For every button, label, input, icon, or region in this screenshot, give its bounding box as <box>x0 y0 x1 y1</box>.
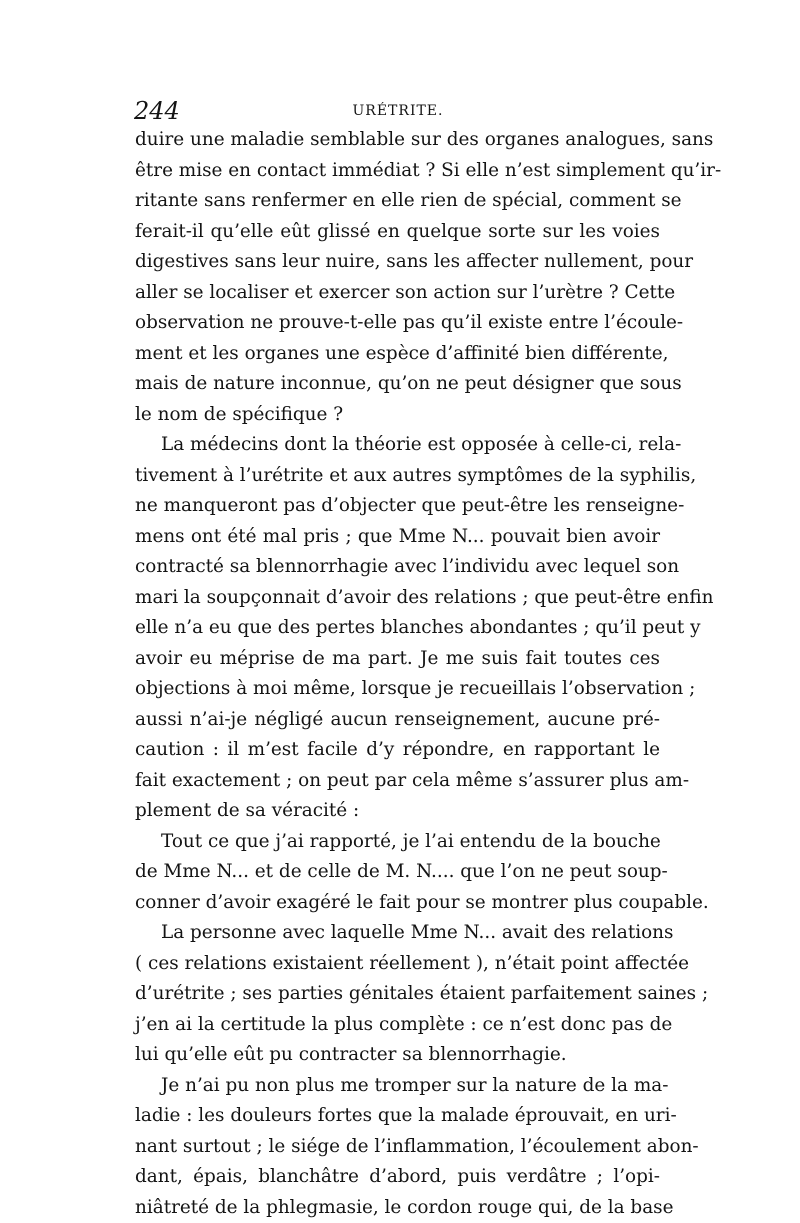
running-head <box>134 96 662 126</box>
text-line: duire une maladie semblable sur des organes analogues, sans <box>135 125 660 156</box>
text-line: digestives sans leur nuire, sans les affecter nullement, pour <box>135 247 660 278</box>
text-line: ment et les organes une espèce d’affinité bien différente, <box>135 339 660 370</box>
text-line: le nom de spécifique ? <box>135 400 660 431</box>
text-line: mens ont été mal pris ; que Mme N... pouvait bien avoir <box>135 522 660 553</box>
text-line: tivement à l’urétrite et aux autres symptômes de la syphilis, <box>135 461 660 492</box>
text-line: observation ne prouve-t-elle pas qu’il existe entre l’écoule- <box>135 308 660 339</box>
text-line: plement de sa véracité : <box>135 796 660 827</box>
text-line: mais de nature inconnue, qu’on ne peut désigner que sous <box>135 369 660 400</box>
text-line: Je n’ai pu non plus me tromper sur la nature de la ma- <box>135 1071 660 1102</box>
text-line: contracté sa blennorrhagie avec l’individu avec lequel son <box>135 552 660 583</box>
text-line: ferait-il qu’elle eût glissé en quelque sorte sur les voies <box>135 217 660 248</box>
text-line: fait exactement ; on peut par cela même s’assurer plus am- <box>135 766 660 797</box>
text-line: avoir eu méprise de ma part. Je me suis fait toutes ces <box>135 644 660 675</box>
text-line: ne manqueront pas d’objecter que peut-être les renseigne- <box>135 491 660 522</box>
text-line: La médecins dont la théorie est opposée à celle-ci, rela- <box>135 430 660 461</box>
text-line: conner d’avoir exagéré le fait pour se montrer plus coupable. <box>135 888 660 919</box>
text-line: caution : il m’est facile d’y répondre, en rapportant le <box>135 735 660 766</box>
text-line: ladie : les douleurs fortes que la malade éprouvait, en uri- <box>135 1101 660 1132</box>
text-line: d’urétrite ; ses parties génitales étaient parfaitement saines ; <box>135 979 660 1010</box>
text-line: niâtreté de la phlegmasie, le cordon rouge qui, de la base <box>135 1193 660 1223</box>
text-line: elle n’a eu que des pertes blanches abondantes ; qu’il peut y <box>135 613 660 644</box>
text-line: j’en ai la certitude la plus complète : ce n’est donc pas de <box>135 1010 660 1041</box>
text-line: dant, épais, blanchâtre d’abord, puis verdâtre ; l’opi- <box>135 1162 660 1193</box>
page-number: 244 <box>134 96 180 126</box>
text-line: Tout ce que j’ai rapporté, je l’ai entendu de la bouche <box>135 827 660 858</box>
text-line: objections à moi même, lorsque je recueillais l’observation ; <box>135 674 660 705</box>
text-line: être mise en contact immédiat ? Si elle n’est simplement qu’ir- <box>135 156 660 187</box>
text-line: nant surtout ; le siége de l’inflammation, l’écoulement abon- <box>135 1132 660 1163</box>
running-title: URÉTRITE. <box>134 101 662 121</box>
text-line: lui qu’elle eût pu contracter sa blennorrhagie. <box>135 1040 660 1071</box>
text-line: La personne avec laquelle Mme N... avait des relations <box>135 918 660 949</box>
text-line: mari la soupçonnait d’avoir des relations ; que peut-être enfin <box>135 583 660 614</box>
text-line: ritante sans renfermer en elle rien de spécial, comment se <box>135 186 660 217</box>
text-line: aller se localiser et exercer son action sur l’urètre ? Cette <box>135 278 660 309</box>
text-line: ( ces relations existaient réellement ), n’était point affectée <box>135 949 660 980</box>
text-line: aussi n’ai-je négligé aucun renseignement, aucune pré- <box>135 705 660 736</box>
body-text <box>135 125 660 1223</box>
text-line: de Mme N... et de celle de M. N.... que l’on ne peut soup- <box>135 857 660 888</box>
